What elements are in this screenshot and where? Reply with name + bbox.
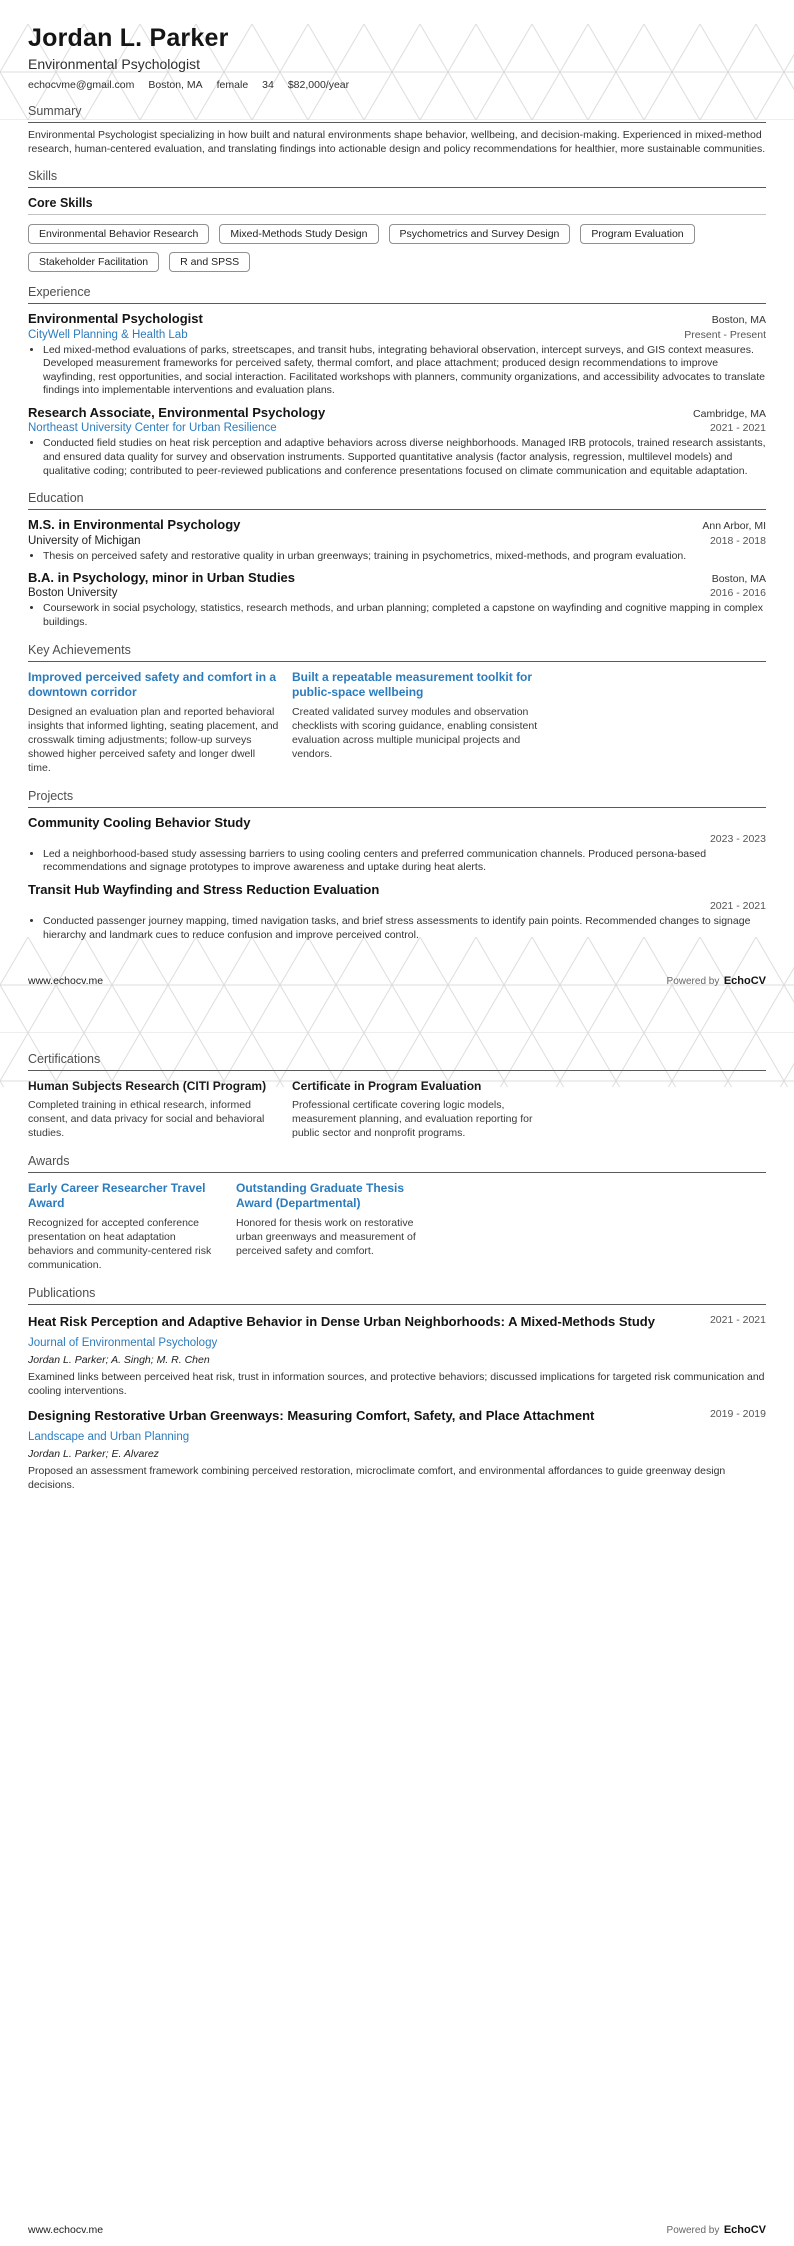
publications-heading: Publications [28,1286,766,1305]
contact-row [28,79,766,91]
job-title: Environmental Psychologist [28,311,203,327]
education-bullet: • Coursework in social psychology, statistics, research methods, and urban planning; completed a capstone on wayfinding and cognitive mapping in complex buildings. [43,602,766,629]
project-bullet: • Conducted passenger journey mapping, timed navigation tasks, and brief stress assessments to identify pain points. Recommended changes to signage hierarchy and landmark cues to reduce confusion and improve perceived control. [43,915,766,942]
project-dates: 2021 - 2021 [709,900,766,913]
skill-chip: Stakeholder Facilitation [28,252,159,272]
achievement-text: Designed an evaluation plan and reported behavioral insights that informed lighting, seating placement, and crosswalk timing adjustments; follow-up surveys showed higher perceived safety and longer dwell time. [28,706,279,774]
achievement-title-link[interactable]: Built a repeatable measurement toolkit for public-space wellbeing [292,669,533,700]
certifications-heading: Certifications [28,1052,766,1071]
footer-brand: EchoCV [723,974,766,987]
project-entry [28,882,766,943]
page2-footer [28,2220,766,2238]
achievements-columns [28,670,766,776]
section-summary [0,104,794,156]
publication-journal-link[interactable]: Landscape and Urban Planning [28,1431,190,1444]
summary-text: Environmental Psychologist specializing in how built and natural environments shape behavior, wellbeing, and decision-making. Experienced in mixed-method research, human-centered evaluation, and translating findings into actionable design and policy recommendations for healthier, more sustainable communities. [28,129,766,155]
skill-chip: Mixed-Methods Study Design [219,224,378,244]
contact-location: Boston, MA [148,79,203,91]
resume-header [0,24,794,91]
achievement-text: Created validated survey modules and observation checklists with scoring guidance, enabling consistent evaluation across multiple municipal projects and vendors. [292,706,538,760]
footer-powered [667,971,766,989]
job-bullet-list [28,344,766,399]
skill-chip: R and SPSS [169,252,250,272]
school-name: University of Michigan [28,534,141,547]
degree-title: M.S. in Environmental Psychology [28,517,241,533]
footer-powered [667,2220,766,2238]
section-certifications [0,1052,794,1141]
education-heading: Education [28,491,766,510]
footer-powered-prefix: Powered by [666,975,720,987]
skill-chip: Program Evaluation [580,224,694,244]
contact-gender: female [216,79,249,91]
achievement-item [292,670,544,776]
job-bullet: • Led mixed-method evaluations of parks, streetscapes, and transit hubs, integrating behavioral observation, intercept surveys, and GIS context measures. Developed measurement frameworks for perceived safety, thermal comfort, and place attachment; produced design recommendations to improve wayfinding, rest opportunities, and social interaction. Facilitated workshops with planners, community organizations, and accessibility advocates to translate findings into implementable interventions and evaluation plans. [43,344,766,399]
section-projects [0,789,794,943]
skill-chip-list [28,224,766,272]
project-dates: 2023 - 2023 [709,832,766,845]
summary-heading: Summary [28,104,766,123]
education-bullet-list [28,602,766,629]
certification-title: Human Subjects Research (CITI Program) [28,1078,267,1093]
person-name: Jordan L. Parker [28,24,229,52]
school-name: Boston University [28,587,118,600]
footer-powered-prefix: Powered by [666,2225,720,2236]
job-bullet: • Conducted field studies on heat risk perception and adaptive behaviors across diverse neighborhoods. Managed IRB protocols, trained research assistants, and ensured data quality for survey and observation instruments. Supported quantitative analysis (factor analysis, regression, multilevel models) and qualitative coding; contributed to peer-reviewed publications and conference presentations focused on climate communication and equitable adaptation. [43,437,766,478]
experience-entry [28,405,766,478]
education-entry [28,570,766,630]
skills-heading: Skills [28,169,766,188]
school-location: Ann Arbor, MI [702,520,766,533]
publication-dates: 2019 - 2019 [709,1407,766,1420]
award-item [28,1181,224,1273]
degree-title: B.A. in Psychology, minor in Urban Studies [28,570,296,586]
school-dates: 2016 - 2016 [709,587,766,600]
award-item [236,1181,432,1273]
job-title: Research Associate, Environmental Psychology [28,405,326,421]
project-bullet-list [28,915,766,942]
school-dates: 2018 - 2018 [709,534,766,547]
education-bullet: • Thesis on perceived safety and restorative quality in urban greenways; training in psychometrics, mixed-methods, and program evaluation. [43,550,766,564]
resume-content [0,24,794,1493]
projects-heading: Projects [28,789,766,808]
project-title: Transit Hub Wayfinding and Stress Reduction Evaluation [28,882,380,898]
page1-footer [0,967,794,989]
project-bullet: • Led a neighborhood-based study assessing barriers to using cooling centers and preferred communication channels. Produced persona-based recommendations and signage prototypes to improve awareness and uptake during heat alerts. [43,848,766,875]
job-location: Boston, MA [711,314,766,327]
contact-email[interactable]: echocvme@gmail.com [28,79,135,91]
section-education [0,491,794,629]
experience-entry [28,311,766,398]
publication-journal-link[interactable]: Journal of Environmental Psychology [28,1337,218,1350]
publication-authors: Jordan L. Parker; E. Alvarez [28,1448,159,1461]
awards-columns [28,1181,766,1273]
achievement-item [28,670,280,776]
publication-title: Designing Restorative Urban Greenways: Measuring Comfort, Safety, and Place Attachment [28,1407,595,1423]
school-location: Boston, MA [711,573,766,586]
publication-title: Heat Risk Perception and Adaptive Behavior in Dense Urban Neighborhoods: A Mixed-Methods Study [28,1313,655,1329]
section-experience [0,285,794,478]
award-text: Recognized for accepted conference presentation on heat adaptation behaviors and community-centered risk communication. [28,1217,212,1271]
job-dates: 2021 - 2021 [709,422,766,435]
footer-brand: EchoCV [723,2224,766,2236]
company-link[interactable]: Northeast University Center for Urban Resilience [28,422,277,435]
section-skills [0,169,794,272]
certification-title: Certificate in Program Evaluation [292,1078,482,1093]
publication-dates: 2021 - 2021 [709,1313,766,1326]
publication-abstract: Proposed an assessment framework combining perceived restoration, microclimate comfort, and environmental affordances to guide greenway design decisions. [28,1465,726,1491]
achievements-heading: Key Achievements [28,643,766,662]
company-link[interactable]: CityWell Planning & Health Lab [28,328,188,341]
certifications-columns [28,1079,766,1141]
project-bullet-list [28,848,766,875]
award-title-link[interactable]: Early Career Researcher Travel Award [28,1180,206,1211]
achievement-title-link[interactable]: Improved perceived safety and comfort in a downtown corridor [28,669,277,700]
contact-age: 34 [262,79,274,91]
skills-group-title: Core Skills [28,196,766,215]
job-dates: Present - Present [684,328,766,341]
section-awards [0,1154,794,1273]
publication-entry [28,1408,766,1493]
education-entry [28,517,766,563]
person-job-title: Environmental Psychologist [28,56,200,72]
footer-site-link[interactable]: www.echocv.me [28,2224,104,2236]
awards-heading: Awards [28,1154,766,1173]
footer-site-link[interactable]: www.echocv.me [28,974,104,987]
project-title: Community Cooling Behavior Study [28,814,251,830]
section-key-achievements [0,643,794,776]
award-text: Honored for thesis work on restorative urban greenways and measurement of perceived safety and comfort. [236,1217,416,1258]
certification-item [28,1079,280,1141]
job-bullet-list [28,437,766,478]
certification-text: Completed training in ethical research, informed consent, and data privacy for social and behavioral studies. [28,1099,265,1139]
certification-text: Professional certificate covering logic models, measurement planning, and evaluation reporting for public sector and nonprofit programs. [292,1099,533,1139]
publication-abstract: Examined links between perceived heat risk, trust in information sources, and protective behaviors; discussed implications for targeted risk communication and cooling interventions. [28,1371,765,1397]
experience-heading: Experience [28,285,766,304]
contact-salary: $82,000/year [287,79,350,91]
skill-chip: Environmental Behavior Research [28,224,209,244]
skill-chip: Psychometrics and Survey Design [389,224,571,244]
publication-entry [28,1314,766,1399]
section-publications [0,1286,794,1493]
project-entry [28,815,766,876]
award-title-link[interactable]: Outstanding Graduate Thesis Award (Departmental) [236,1180,405,1211]
job-location: Cambridge, MA [693,408,766,421]
publication-authors: Jordan L. Parker; A. Singh; M. R. Chen [28,1354,210,1367]
certification-item [292,1079,544,1141]
page-break [0,967,794,1039]
education-bullet-list [28,550,766,564]
